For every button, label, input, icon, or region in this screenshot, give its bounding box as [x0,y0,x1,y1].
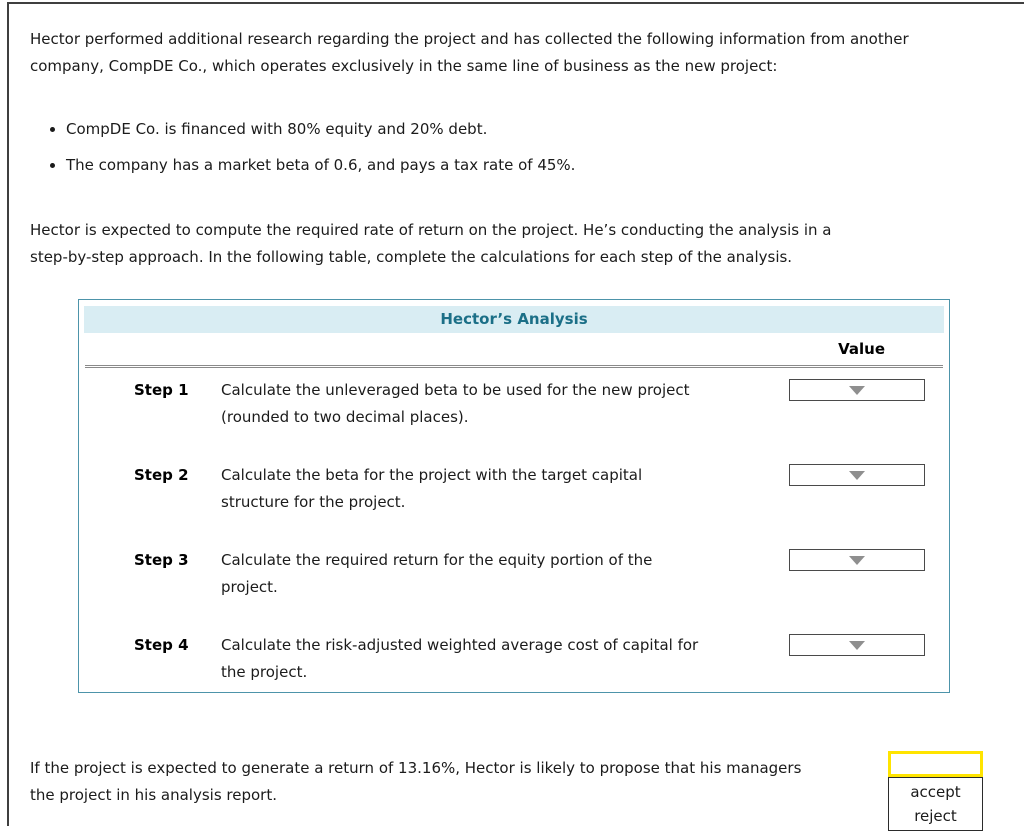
table-rows [79,368,949,686]
value-cell [769,377,949,431]
description-line: project. [221,574,769,601]
text-line: company, CompDE Co., which operates exclusively in the same line of business as the new project: [30,53,996,80]
table-row [79,547,949,601]
step-label: Step 1 [134,377,221,431]
step-1-value-select[interactable] [789,379,925,401]
table-title: Hector’s Analysis [84,306,944,333]
step-description [221,462,769,516]
description-line: Calculate the risk-adjusted weighted average cost of capital for [221,632,769,659]
chevron-down-icon [849,386,865,395]
step-3-value-select[interactable] [789,549,925,571]
step-description [221,377,769,431]
table-row [79,462,949,516]
description-line: Calculate the beta for the project with the target capital [221,462,769,489]
value-cell [769,462,949,516]
table-row [79,377,949,431]
step-4-value-select[interactable] [789,634,925,656]
analysis-table [78,299,950,693]
table-row [79,632,949,686]
description-line: Calculate the unleveraged beta to be used for the new project [221,377,769,404]
option-accept[interactable]: accept [889,780,982,804]
step-label: Step 2 [134,462,221,516]
question-content [9,4,1024,809]
chevron-down-icon [849,471,865,480]
instruction-paragraph [30,217,996,271]
description-line: (rounded to two decimal places). [221,404,769,431]
decision-select[interactable] [888,751,983,777]
description-line: the project. [221,659,769,686]
text-line: step-by-step approach. In the following table, complete the calculations for each step of the analysis. [30,244,996,271]
option-reject[interactable]: reject [889,804,982,828]
decision-dropdown-group [888,751,983,831]
step-description [221,632,769,686]
text-line: Hector performed additional research regarding the project and has collected the following information from another [30,26,996,53]
bullet-list [30,116,996,179]
value-cell [769,632,949,686]
value-cell [769,547,949,601]
conclusion-section [30,755,996,809]
text-line: Hector is expected to compute the required rate of return on the project. He’s conducting the analysis in a [30,217,996,244]
description-line: structure for the project. [221,489,769,516]
decision-options-list [888,777,983,831]
text-line: If the project is expected to generate a return of 13.16%, Hector is likely to propose that his managers [30,755,996,782]
bullet-item: • CompDE Co. is financed with 80% equity and 20% debt. [66,116,996,143]
text-line: the project in his analysis report. [30,782,996,809]
step-description [221,547,769,601]
intro-paragraph [30,26,996,80]
chevron-down-icon [849,641,865,650]
step-2-value-select[interactable] [789,464,925,486]
chevron-down-icon [849,556,865,565]
page-frame [7,2,1024,826]
step-label: Step 3 [134,547,221,601]
step-label: Step 4 [134,632,221,686]
value-column-header: Value [79,339,949,360]
description-line: Calculate the required return for the equity portion of the [221,547,769,574]
bullet-item: • The company has a market beta of 0.6, and pays a tax rate of 45%. [66,152,996,179]
